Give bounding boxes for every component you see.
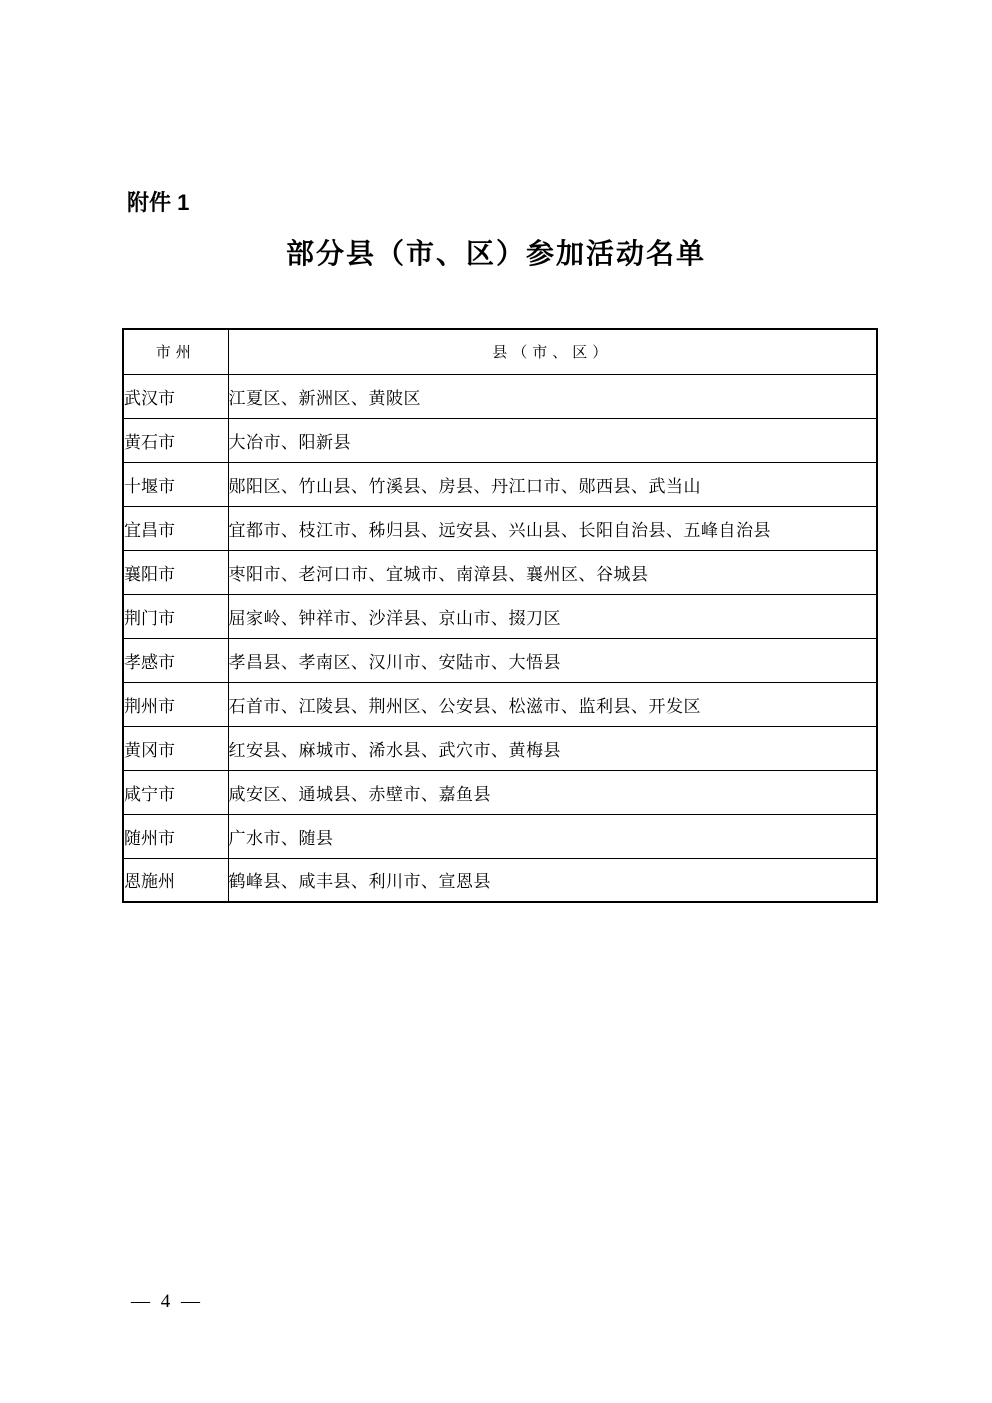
city-cell: 黄石市: [123, 418, 228, 462]
counties-cell: 广水市、随县: [228, 814, 877, 858]
table-row: [123, 682, 877, 726]
participation-table: [122, 328, 878, 903]
table-row: [123, 814, 877, 858]
table-row: [123, 418, 877, 462]
city-cell: 荆门市: [123, 594, 228, 638]
counties-cell: 屈家岭、钟祥市、沙洋县、京山市、掇刀区: [228, 594, 877, 638]
city-cell: 襄阳市: [123, 550, 228, 594]
header-city: 市州: [123, 329, 228, 374]
table-row: [123, 638, 877, 682]
counties-cell: 石首市、江陵县、荆州区、公安县、松滋市、监利县、开发区: [228, 682, 877, 726]
city-cell: 孝感市: [123, 638, 228, 682]
attachment-label: 附件 1: [127, 190, 190, 215]
table-header-row: [123, 329, 877, 374]
counties-cell: 枣阳市、老河口市、宜城市、南漳县、襄州区、谷城县: [228, 550, 877, 594]
counties-cell: 鹤峰县、咸丰县、利川市、宣恩县: [228, 858, 877, 902]
city-cell: 武汉市: [123, 374, 228, 418]
table-row: [123, 506, 877, 550]
city-cell: 随州市: [123, 814, 228, 858]
counties-cell: 咸安区、通城县、赤壁市、嘉鱼县: [228, 770, 877, 814]
city-cell: 恩施州: [123, 858, 228, 902]
counties-cell: 大冶市、阳新县: [228, 418, 877, 462]
city-cell: 咸宁市: [123, 770, 228, 814]
table-row: [123, 726, 877, 770]
table-row: [123, 858, 877, 902]
counties-cell: 江夏区、新洲区、黄陂区: [228, 374, 877, 418]
page-number: — 4 —: [131, 1291, 203, 1312]
counties-cell: 红安县、麻城市、浠水县、武穴市、黄梅县: [228, 726, 877, 770]
city-cell: 宜昌市: [123, 506, 228, 550]
page-title: 部分县（市、区）参加活动名单: [285, 239, 706, 270]
city-cell: 十堰市: [123, 462, 228, 506]
city-cell: 黄冈市: [123, 726, 228, 770]
header-counties: 县（市、区）: [228, 329, 877, 374]
table-row: [123, 374, 877, 418]
counties-cell: 郧阳区、竹山县、竹溪县、房县、丹江口市、郧西县、武当山: [228, 462, 877, 506]
table-row: [123, 594, 877, 638]
table-row: [123, 550, 877, 594]
city-cell: 荆州市: [123, 682, 228, 726]
table-body: [123, 374, 877, 902]
counties-cell: 宜都市、枝江市、秭归县、远安县、兴山县、长阳自治县、五峰自治县: [228, 506, 877, 550]
table-row: [123, 770, 877, 814]
counties-cell: 孝昌县、孝南区、汉川市、安陆市、大悟县: [228, 638, 877, 682]
table-row: [123, 462, 877, 506]
